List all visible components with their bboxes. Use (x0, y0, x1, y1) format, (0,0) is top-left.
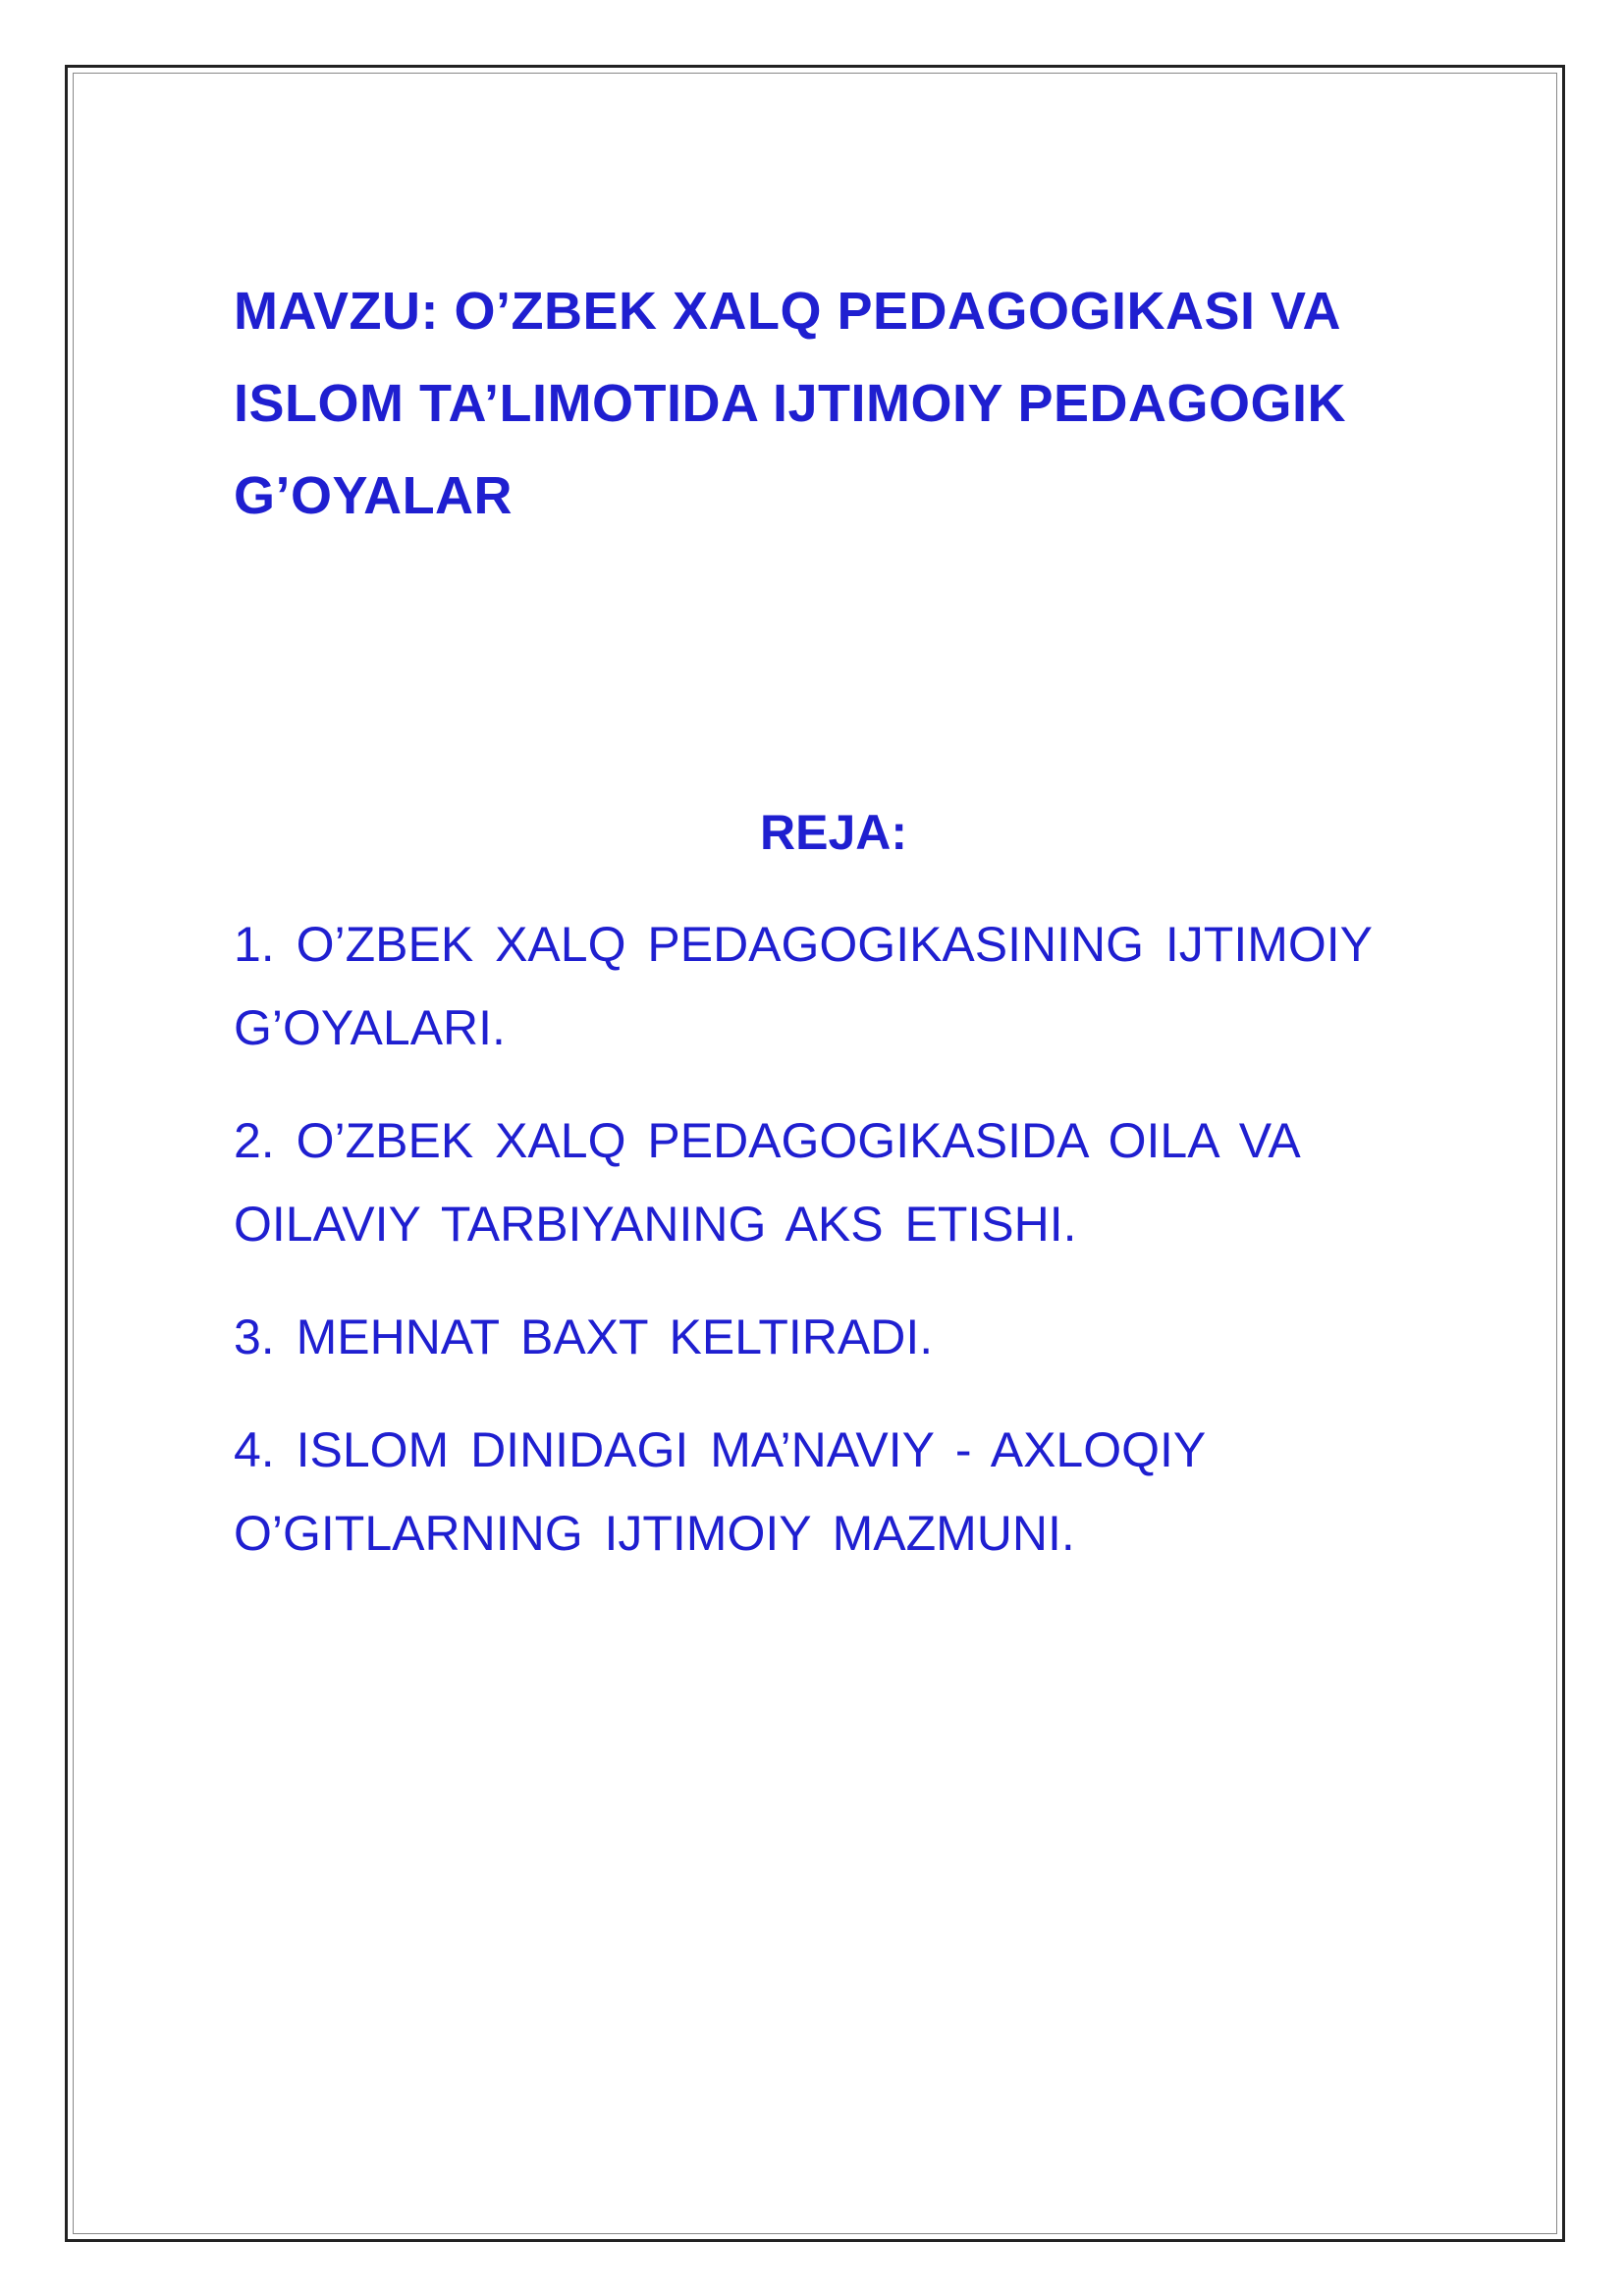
plan-item-line: 4. ISLOM DINIDAGI MA’NAVIY - AXLOQIY (234, 1422, 1207, 1477)
topic-line-2: ISLOM TA’LIMOTIDA IJTIMOIY PEDAGOGIK (234, 374, 1347, 433)
document-content (234, 265, 1432, 1561)
plan-item-3 (234, 1296, 1432, 1379)
plan-item-line: 3. MEHNAT BAXT KELTIRADI. (234, 1309, 934, 1364)
topic-line-1: MAVZU: O’ZBEK XALQ PEDAGOGIKASI VA (234, 282, 1342, 341)
topic-line-3: G’OYALAR (234, 466, 514, 525)
plan-item-line: O’GITLARNING IJTIMOIY MAZMUNI. (234, 1506, 1075, 1561)
plan-title: REJA: (760, 805, 908, 860)
plan-list (234, 903, 1432, 1605)
plan-item-1 (234, 903, 1432, 1070)
plan-item-line: 2. O’ZBEK XALQ PEDAGOGIKASIDA OILA VA (234, 1113, 1301, 1168)
plan-item-2 (234, 1099, 1432, 1266)
plan-item-line: G’OYALARI. (234, 1000, 506, 1055)
topic-title (234, 265, 1432, 542)
plan-item-line: 1. O’ZBEK XALQ PEDAGOGIKASINING IJTIMOIY (234, 917, 1374, 972)
plan-item-line: OILAVIY TARBIYANING AKS ETISHI. (234, 1197, 1077, 1252)
plan-item-4 (234, 1409, 1432, 1575)
